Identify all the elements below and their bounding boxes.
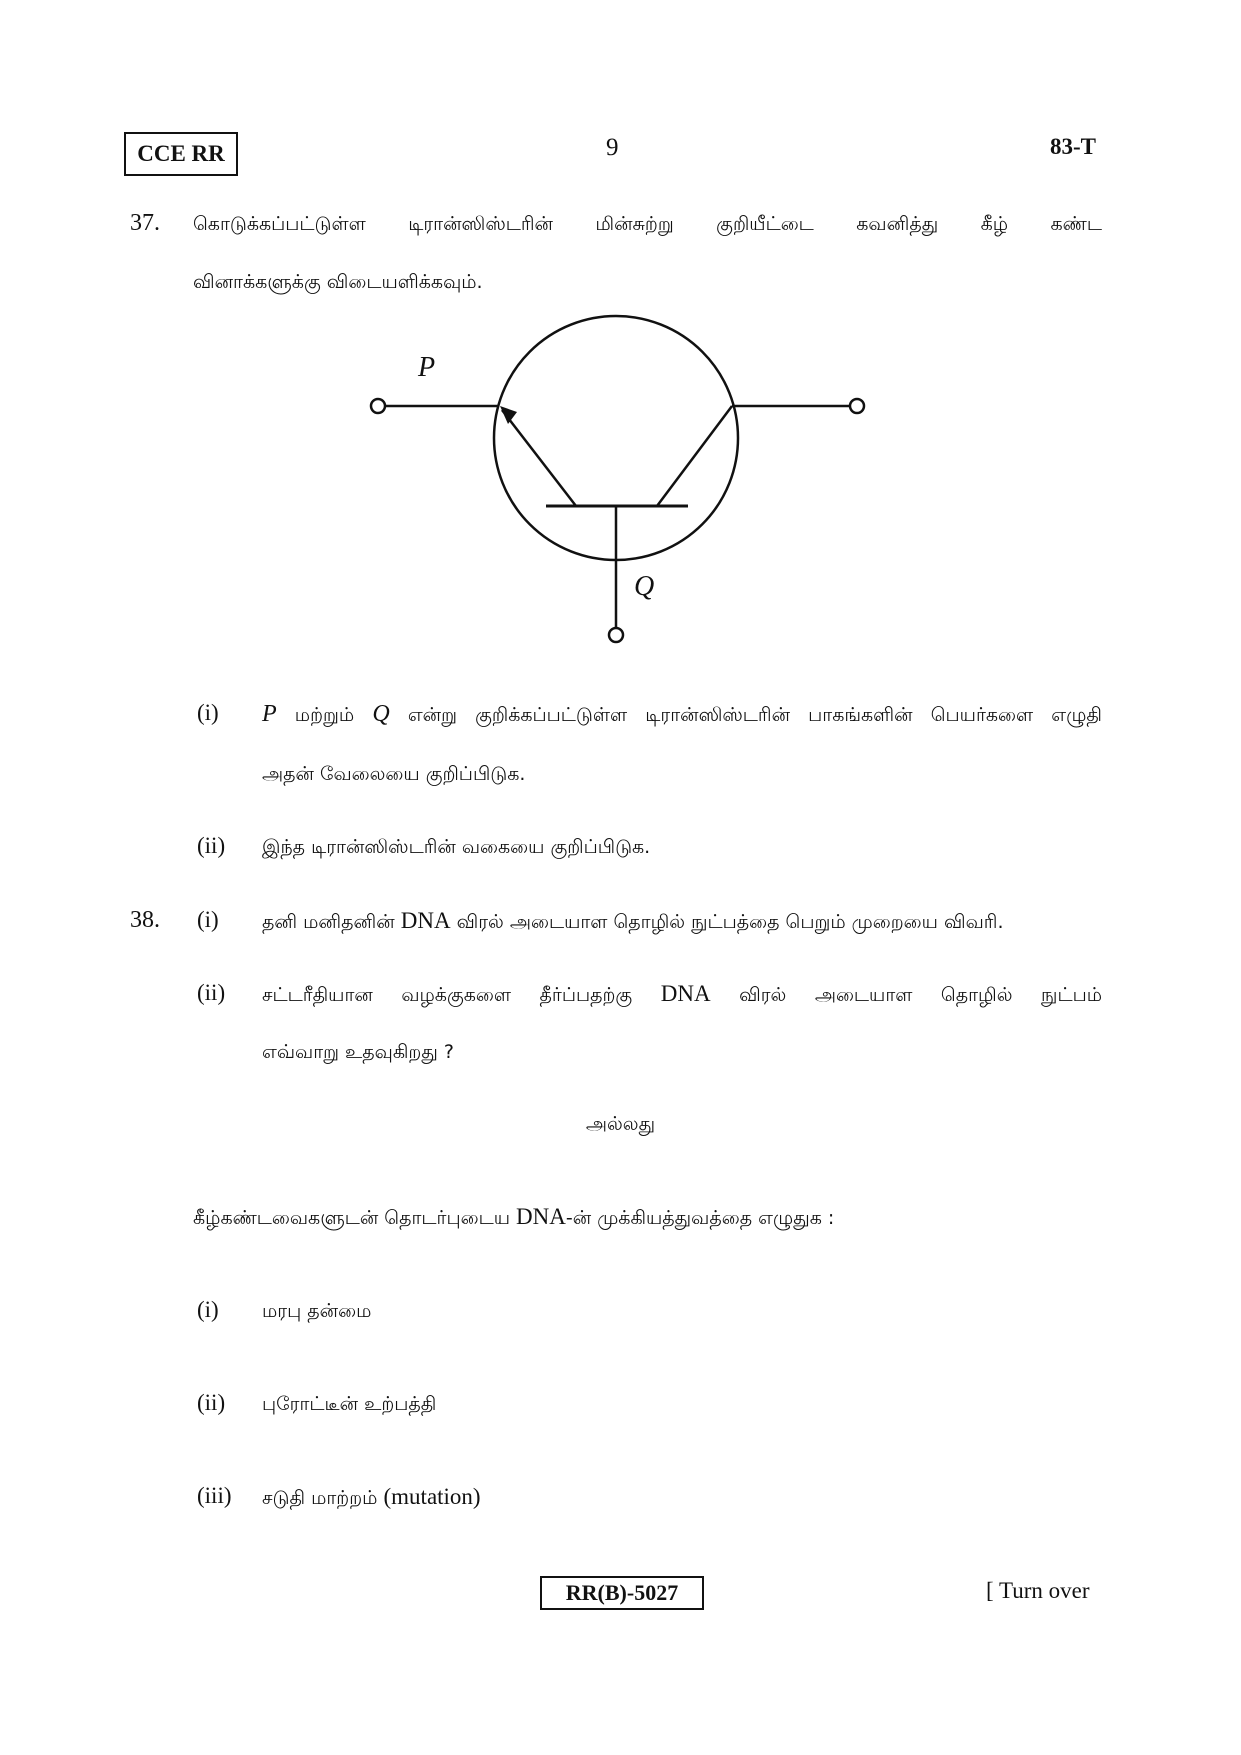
subject-code: CCE RR (137, 141, 225, 166)
question-37-number: 37. (130, 210, 160, 236)
q37-word-3: மின்சுற்று (595, 213, 674, 235)
q37-word-7: கண்ட (1050, 213, 1102, 235)
alt-item-3-marker: (iii) (197, 1483, 232, 1508)
footer-code: RR(B)-5027 (565, 1580, 679, 1605)
q38-i-text-b: விரல் அடையாள தொழில் நுட்பத்தை பெறும் முறையை விவரி. (450, 911, 1004, 933)
q37-word-1: கொடுக்கப்பட்டுள்ள (193, 213, 366, 235)
q37-word-4: குறியீட்டை (716, 213, 814, 235)
page-number: 9 (606, 134, 619, 161)
alt-item-1-text: மரபு தன்மை (262, 1300, 372, 1322)
or-label: அல்லது (585, 1113, 656, 1135)
turn-over-note: [ Turn over (986, 1578, 1090, 1603)
alt-item-3-tamil: சடுதி மாற்றம் (262, 1487, 384, 1509)
transistor-symbol-diagram (360, 305, 880, 655)
q37-i-var-q: Q (372, 701, 390, 727)
alt-item-2-marker: (ii) (197, 1390, 226, 1415)
q37-i-text-a: மற்றும் (276, 704, 373, 726)
q37-i-line-1 (262, 700, 1102, 729)
footer-code-box (540, 1576, 704, 1610)
q38-ii-text-a: சட்டரீதியான வழக்குகளை தீர்ப்பதற்கு (262, 984, 661, 1006)
q38-ii-dna: DNA (660, 981, 711, 1006)
base-terminal (609, 628, 623, 642)
q38-alt-intro-b: -ன் முக்கியத்துவத்தை எழுதுக : (565, 1207, 835, 1229)
alt-item-3-text (262, 1483, 481, 1512)
collector-terminal (850, 399, 864, 413)
label-p: P (418, 352, 436, 383)
q37-word-5: கவனித்து (856, 213, 939, 235)
q38-ii-marker: (ii) (197, 980, 226, 1005)
question-38-number: 38. (130, 907, 160, 933)
q37-ii-text: இந்த டிரான்ஸிஸ்டரின் வகையை குறிப்பிடுக. (262, 836, 651, 858)
q37-i-var-p: P (262, 701, 277, 727)
question-37-line-2: வினாக்களுக்கு விடையளிக்கவும். (193, 271, 483, 293)
q38-ii-line-2: எவ்வாறு உதவுகிறது ? (262, 1041, 454, 1063)
q37-word-6: கீழ் (980, 213, 1009, 235)
alt-item-1-marker: (i) (197, 1297, 219, 1322)
q37-i-line-2: அதன் வேலையை குறிப்பிடுக. (262, 763, 526, 785)
q38-ii-line-1 (262, 980, 1102, 1009)
emitter-arrow-icon (500, 406, 517, 424)
emitter-arm (502, 410, 576, 506)
alt-item-3-english: (mutation) (383, 1484, 481, 1509)
alt-item-2-text: புரோட்டீன் உற்பத்தி (262, 1393, 437, 1415)
q38-alt-intro-a: கீழ்கண்டவைகளுடன் தொடர்புடைய (193, 1207, 517, 1229)
paper-code: 83-T (1050, 134, 1096, 159)
label-q: Q (634, 571, 655, 602)
q37-ii-marker: (ii) (197, 833, 226, 858)
q38-alt-intro (193, 1203, 834, 1232)
q38-ii-text-b: விரல் அடையாள தொழில் நுட்பம் (710, 984, 1102, 1006)
q38-i-text-a: தனி மனிதனின் (262, 911, 401, 933)
emitter-terminal (371, 399, 385, 413)
q37-i-text-b: என்று குறிக்கப்பட்டுள்ள டிரான்ஸிஸ்டரின் பாகங்களின் பெயர்களை எழுதி (389, 704, 1102, 726)
question-37-line-1 (193, 210, 1102, 238)
q38-i-text (262, 907, 1004, 936)
q38-i-marker: (i) (197, 907, 219, 932)
q38-i-dna: DNA (400, 908, 451, 933)
subject-code-box (124, 132, 238, 176)
q37-word-2: டிரான்ஸிஸ்டரின் (408, 213, 553, 235)
collector-arm (657, 406, 732, 506)
q38-alt-dna: DNA (516, 1204, 566, 1229)
q37-i-marker: (i) (197, 700, 219, 725)
